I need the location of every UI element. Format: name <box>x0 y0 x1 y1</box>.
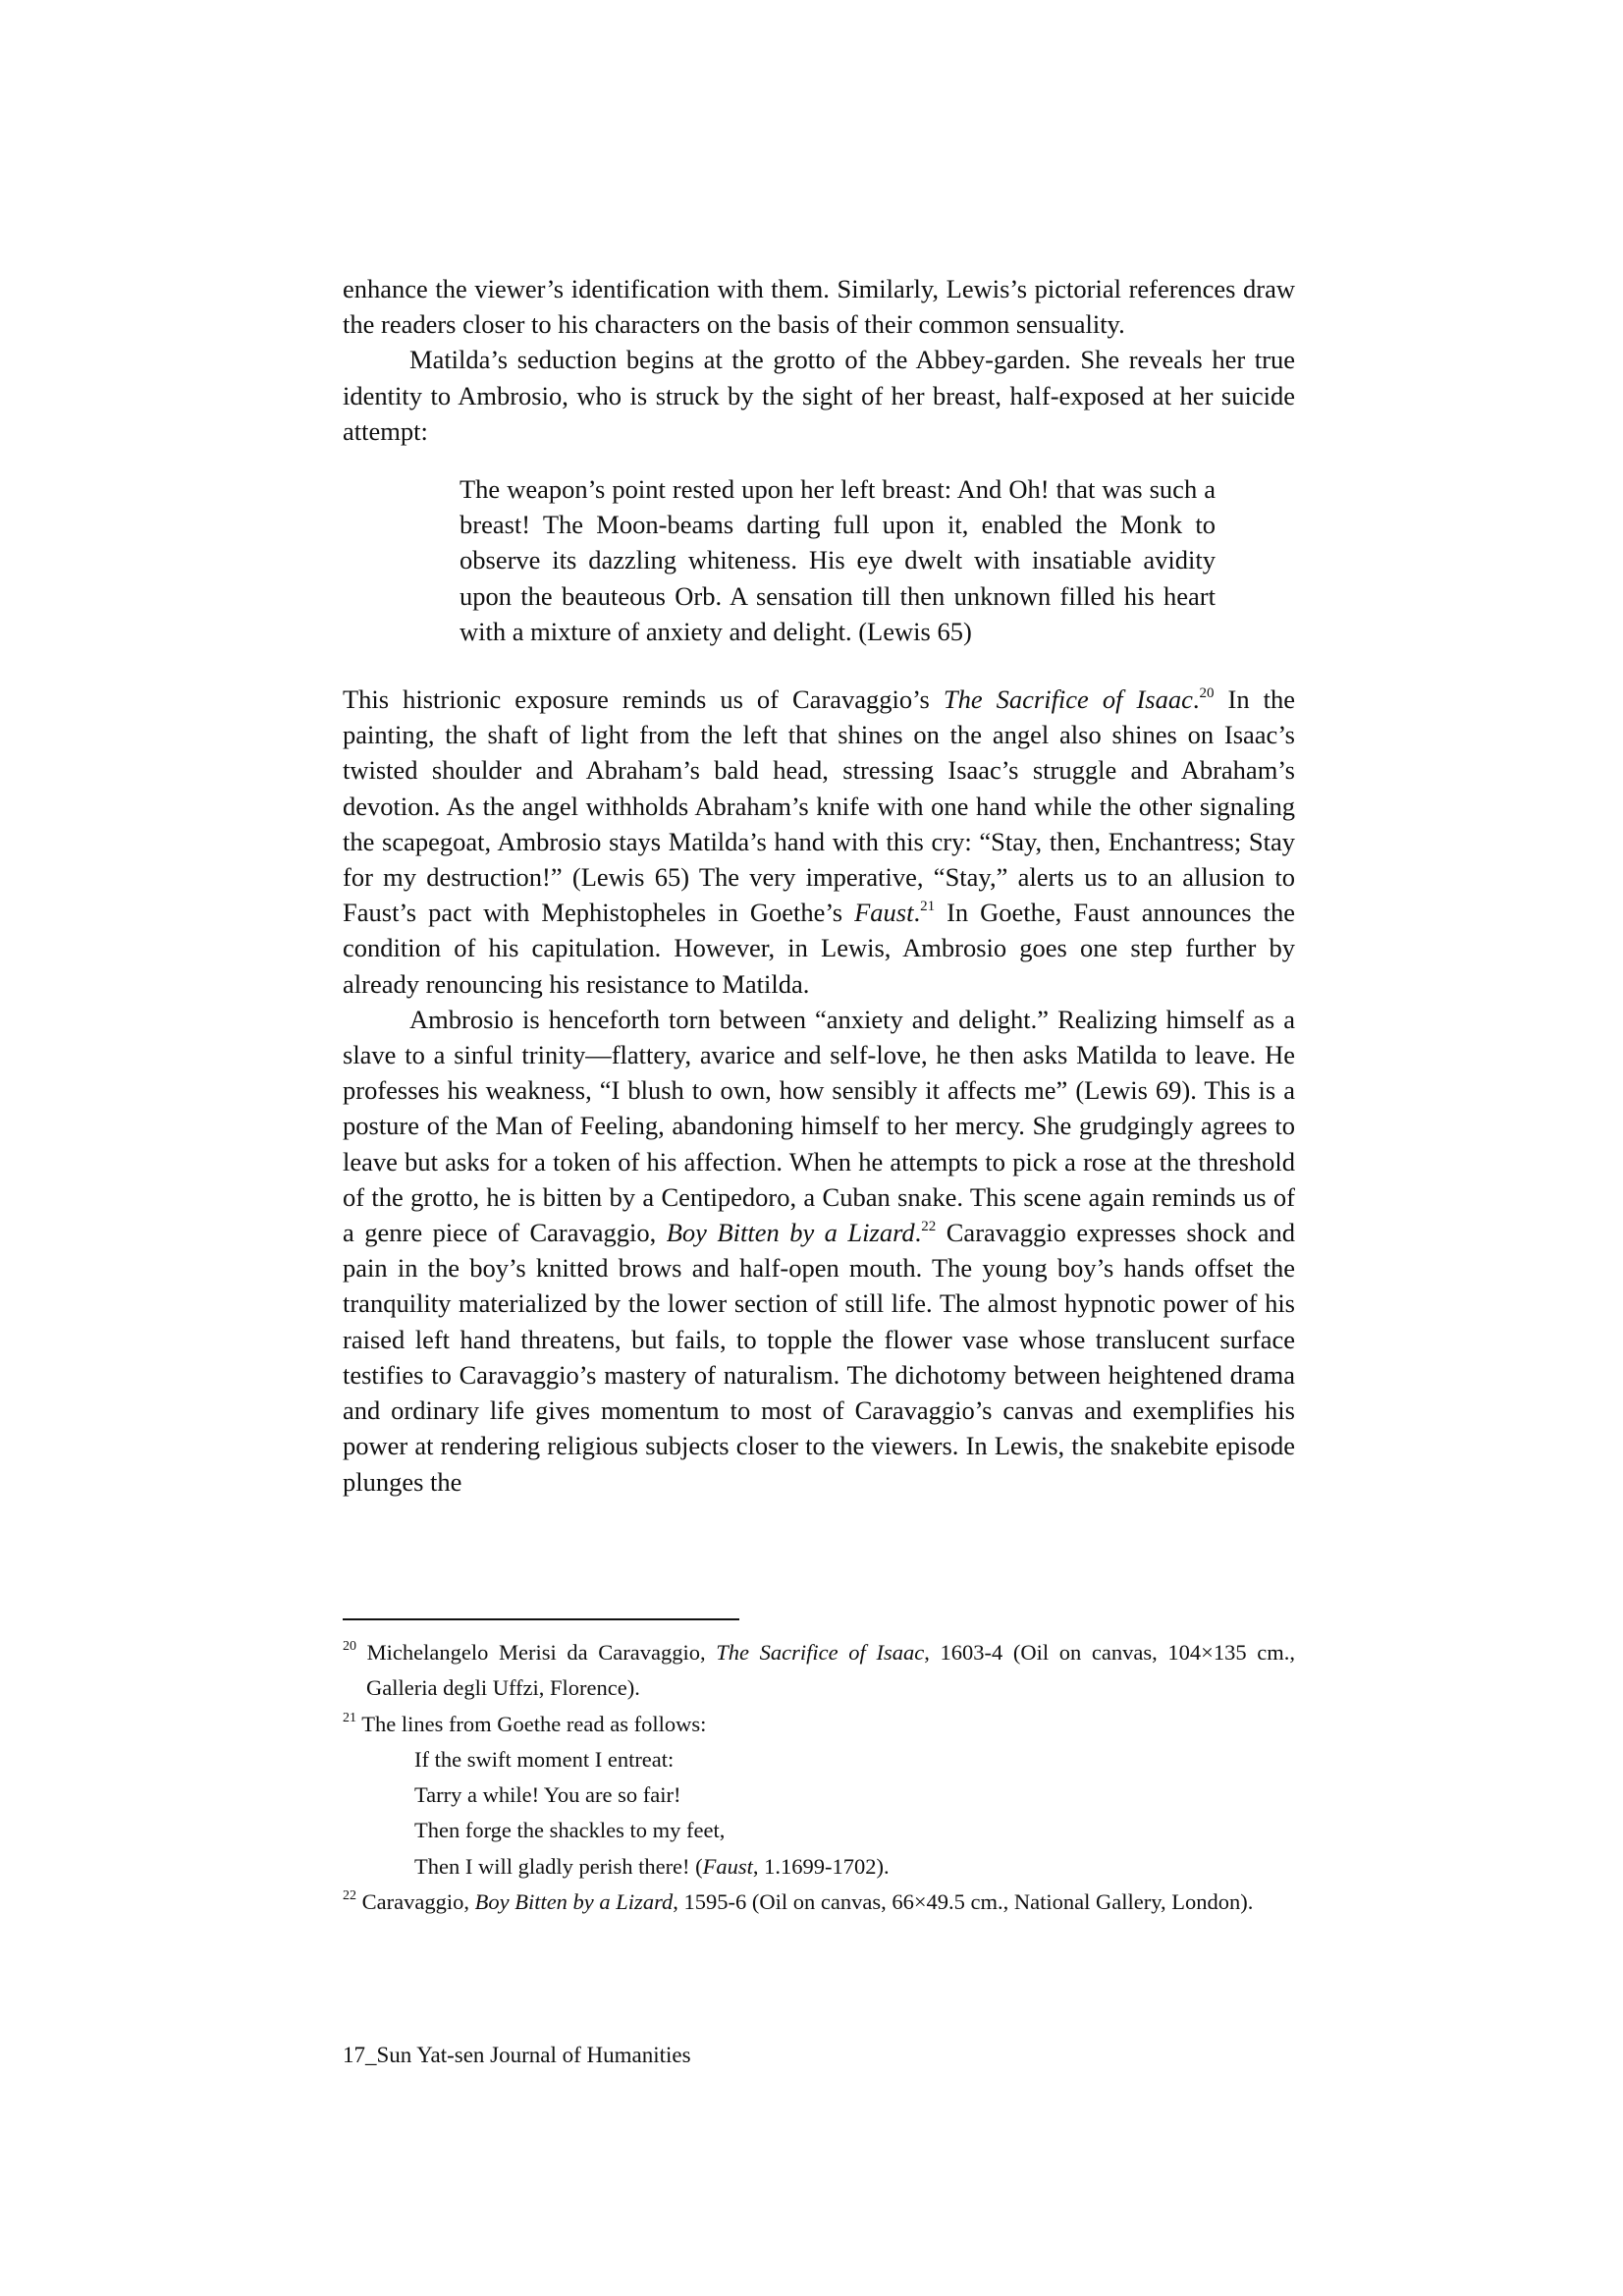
footnote-22-text-b: , 1595-6 (Oil on canvas, 66×49.5 cm., National Gallery, London). <box>673 1889 1254 1915</box>
p3-text-a: This histrionic exposure reminds us of Caravaggio’s <box>343 684 944 715</box>
p3-period-b: . <box>913 898 921 928</box>
footnote-number-21: 21 <box>343 1710 356 1725</box>
footnote-separator <box>343 1618 739 1620</box>
footnote-21-intro: The lines from Goethe read as follows: <box>356 1711 707 1736</box>
page-footer <box>343 2041 691 2070</box>
footnote-20-text-a: Michelangelo Merisi da Caravaggio, <box>356 1640 717 1665</box>
block-quote <box>343 471 1295 649</box>
footnotes <box>343 1635 1295 1920</box>
footnote-22-text-a: Caravaggio, <box>356 1889 475 1915</box>
p3-text-c: In Goethe, Faust announces the condition of his capitulation. However, in Lewis, Ambrosio goes one step further by already renouncing his resistance to Matilda. <box>343 898 1295 999</box>
p4-period-a: . <box>914 1218 922 1248</box>
p4-title-boy-bitten: Boy Bitten by a Lizard <box>666 1218 915 1248</box>
p3-title-sacrifice-of-isaac: The Sacrifice of Isaac <box>943 684 1193 715</box>
verse-line-4-b: , 1.1699-1702). <box>752 1853 890 1879</box>
footnote-ref-20[interactable]: 20 <box>1199 685 1215 702</box>
p3-period-a: . <box>1192 684 1200 715</box>
body-paragraph-3 <box>343 682 1295 1002</box>
block-quote-text: The weapon’s point rested upon her left breast: And Oh! that was such a breast! The Moon-beams darting full upon it, enabled the Monk to observe its dazzling whiteness. His eye dwelt with insatiable avidity upon the beauteous Orb. A sensation till then unknown filled his heart with a mixture of anxiety and delight. (Lewis 65) <box>460 474 1216 646</box>
footnote-22-title: Boy Bitten by a Lizard <box>474 1889 674 1915</box>
p4-text-b: Caravaggio expresses shock and pain in the boy’s knitted brows and half-open mouth. The young boy’s hands offset the tranquility materialized by the lower section of still life. The almost hypnotic power of his raised left hand threatens, but fails, to topple the flower vase whose translucent surface testifies to Caravaggio’s mastery of naturalism. The dichotomy between heightened drama and ordinary life gives momentum to most of Caravaggio’s canvas and exemplifies his power at rendering religious subjects closer to the viewers. In Lewis, the snakebite episode plunges the <box>343 1218 1295 1497</box>
p4-text-a: Ambrosio is henceforth torn between “anxiety and delight.” Realizing himself as a slave to a sinful trinity—flattery, avarice and self-love, he then asks Matilda to leave. He professes his weakness, “I blush to own, how sensibly it affects me” (Lewis 69). This is a posture of the Man of Feeling, abandoning himself to her mercy. She grudgingly agrees to leave but asks for a token of his affection. When he attempts to pick a rose at the threshold of the grotto, he is bitten by a Centipedoro, a Cuban snake. This scene again reminds us of a genre piece of Caravaggio, <box>343 1004 1295 1248</box>
main-text <box>343 271 1295 1500</box>
verse-line-4-a: Then I will gladly perish there! ( <box>414 1853 703 1879</box>
verse-line-1: If the swift moment I entreat: <box>414 1746 675 1772</box>
page-number: 17 <box>343 2043 365 2067</box>
verse-line-3: Then forge the shackles to my feet, <box>414 1818 726 1843</box>
footnote-21 <box>343 1707 1295 1742</box>
verse-line-2: Tarry a while! You are so fair! <box>414 1782 681 1808</box>
body-paragraph-2: Matilda’s seduction begins at the grotto of the Abbey-garden. She reveals her true identity to Ambrosio, who is struck by the sight of her breast, half-exposed at her suicide attempt: <box>343 345 1295 446</box>
verse-line-4-title: Faust <box>702 1853 753 1879</box>
verse-line-4 <box>414 1849 1295 1885</box>
footnote-20-text-b: , 1603-4 (Oil on canvas, 104×135 cm., Galleria degli Uffzi, Florence). <box>366 1640 1295 1701</box>
footnote-number-20: 20 <box>343 1639 356 1654</box>
p3-text-b: In the painting, the shaft of light from the left that shines on the angel also shines on Isaac’s twisted shoulder and Abraham’s bald head, stressing Isaac’s struggle and Abraham’s devotion. As the angel withholds Abraham’s knife with one hand while the other signaling the scapegoat, Ambrosio stays Matilda’s hand with this cry: “Stay, then, Enchantress; Stay for my destruction!” (Lewis 65) The very imperative, “Stay,” alerts us to an allusion to Faust’s pact with Mephistopheles in Goethe’s <box>343 684 1295 928</box>
footnote-ref-22[interactable]: 22 <box>921 1219 937 1235</box>
footnote-number-22: 22 <box>343 1888 356 1904</box>
footnote-20 <box>343 1635 1295 1707</box>
body-paragraph-4 <box>343 1002 1295 1500</box>
footnote-21-verse <box>343 1742 1295 1885</box>
footnote-20-title: The Sacrifice of Isaac <box>716 1640 925 1665</box>
footnote-ref-21[interactable]: 21 <box>920 899 936 915</box>
footnote-22 <box>343 1885 1295 1920</box>
p3-title-faust: Faust <box>854 898 914 928</box>
body-paragraph-1: enhance the viewer’s identification with them. Similarly, Lewis’s pictorial references draw the readers closer to his characters on the basis of their common sensuality. <box>343 274 1295 340</box>
journal-name: _Sun Yat-sen Journal of Humanities <box>365 2043 691 2067</box>
